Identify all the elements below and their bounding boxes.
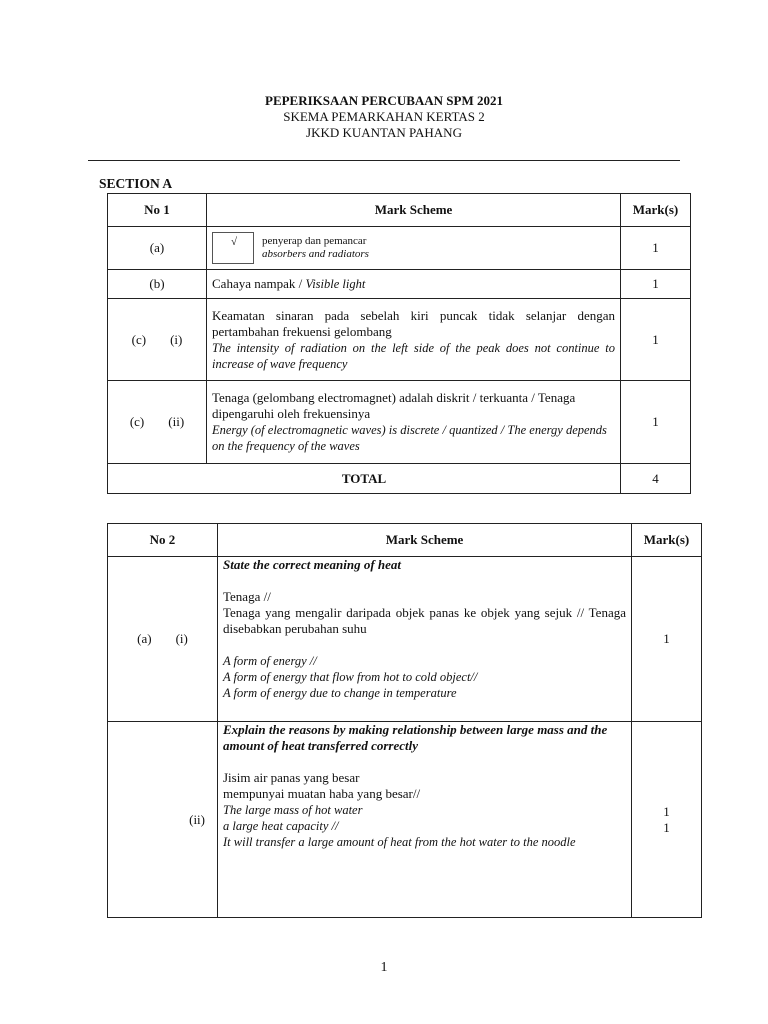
question-label: (c) xyxy=(131,331,147,347)
page-number: 1 xyxy=(380,960,388,975)
col-scheme: Mark Scheme xyxy=(207,194,621,227)
row-scheme xyxy=(218,557,632,722)
row-scheme xyxy=(218,722,632,918)
table-row xyxy=(108,557,702,722)
col-no: No 1 xyxy=(108,194,207,227)
row-label xyxy=(108,722,218,918)
question-label: (c) xyxy=(129,414,145,429)
organizer-title: JKKD KUANTAN PAHANG xyxy=(306,125,462,140)
scheme-en: The intensity of radiation on the left side of the peak does not continue to increase of wave frequency xyxy=(212,340,615,371)
mark-scheme-table-2 xyxy=(107,523,702,918)
row-label xyxy=(108,557,218,722)
row-scheme xyxy=(207,299,621,381)
scheme-title: SKEMA PEMARKAHAN KERTAS 2 xyxy=(283,109,485,124)
col-marks: Mark(s) xyxy=(632,524,702,557)
answer-choice xyxy=(212,232,615,264)
sub-label: (i) xyxy=(170,331,183,347)
total-value: 4 xyxy=(621,464,691,494)
mark-value: 1 xyxy=(663,819,670,835)
total-label: TOTAL xyxy=(108,464,621,494)
row-mark: 1 xyxy=(632,557,702,722)
table-row xyxy=(108,227,691,270)
section-title: SECTION A xyxy=(99,176,173,191)
row-label xyxy=(108,381,207,464)
scheme-en: a large heat capacity // xyxy=(223,819,339,833)
row-mark: 1 xyxy=(621,299,691,381)
scheme-en: It will transfer a large amount of heat from the hot water to the noodle xyxy=(223,835,576,849)
document-header xyxy=(0,93,768,141)
col-marks: Mark(s) xyxy=(621,194,691,227)
answer-checkbox xyxy=(212,232,254,264)
sub-label: (ii) xyxy=(189,811,205,827)
scheme-en: A form of energy due to change in temperature xyxy=(223,686,457,700)
choice-text-en: absorbers and radiators xyxy=(262,248,369,260)
total-row xyxy=(108,464,691,494)
table-row xyxy=(108,381,691,464)
scheme-en: The large mass of hot water xyxy=(223,803,363,817)
table-row xyxy=(108,270,691,299)
scheme-en: Visible light xyxy=(305,277,366,291)
table-header-row xyxy=(108,524,702,557)
sub-label: (i) xyxy=(175,631,188,646)
header-divider xyxy=(88,160,680,161)
scheme-ms: Cahaya nampak / xyxy=(212,276,306,291)
row-scheme xyxy=(207,270,621,299)
scheme-ms: Tenaga yang mengalir daripada objek panas ke objek yang sejuk // Tenaga disebabkan perubahan suhu xyxy=(223,605,626,636)
row-label: (a) xyxy=(108,227,207,270)
scheme-prompt: Explain the reasons by making relationship between large mass and the amount of heat transferred correctly xyxy=(223,722,608,753)
scheme-ms: mempunyai muatan haba yang besar// xyxy=(223,786,421,801)
col-scheme: Mark Scheme xyxy=(218,524,632,557)
row-label: (b) xyxy=(108,270,207,299)
table-row xyxy=(108,722,702,918)
table-header-row xyxy=(108,194,691,227)
scheme-prompt: State the correct meaning of heat xyxy=(223,557,402,572)
scheme-en: Energy (of electromagnetic waves) is discrete / quantized / The energy depends on the frequency of the waves xyxy=(212,423,607,453)
table-row xyxy=(108,299,691,381)
choice-text xyxy=(262,235,369,261)
scheme-ms: Tenaga (gelombang electromagnet) adalah diskrit / terkuanta / Tenaga dipengaruhi oleh frekuensinya xyxy=(212,390,576,421)
sub-label: (ii) xyxy=(168,414,185,429)
question-label: (a) xyxy=(137,631,152,646)
scheme-ms: Jisim air panas yang besar xyxy=(223,770,360,785)
checkmark-icon: √ xyxy=(231,236,238,248)
choice-text-ms: penyerap dan pemancar xyxy=(262,235,367,247)
scheme-en: A form of energy // xyxy=(223,654,317,668)
row-mark: 1 xyxy=(621,227,691,270)
row-mark: 1 xyxy=(621,381,691,464)
row-scheme xyxy=(207,227,621,270)
scheme-ms: Tenaga // xyxy=(223,589,271,604)
row-mark xyxy=(632,722,702,918)
row-mark: 1 xyxy=(621,270,691,299)
scheme-en: A form of energy that flow from hot to cold object// xyxy=(223,670,478,684)
mark-scheme-table-1 xyxy=(107,193,691,494)
exam-title: PEPERIKSAAN PERCUBAAN SPM 2021 xyxy=(265,93,503,108)
row-scheme xyxy=(207,381,621,464)
mark-value: 1 xyxy=(663,803,670,819)
scheme-ms: Keamatan sinaran pada sebelah kiri puncak tidak selanjar dengan pertambahan frekuensi gelombang xyxy=(212,307,615,339)
col-no: No 2 xyxy=(108,524,218,557)
row-label xyxy=(108,299,207,381)
